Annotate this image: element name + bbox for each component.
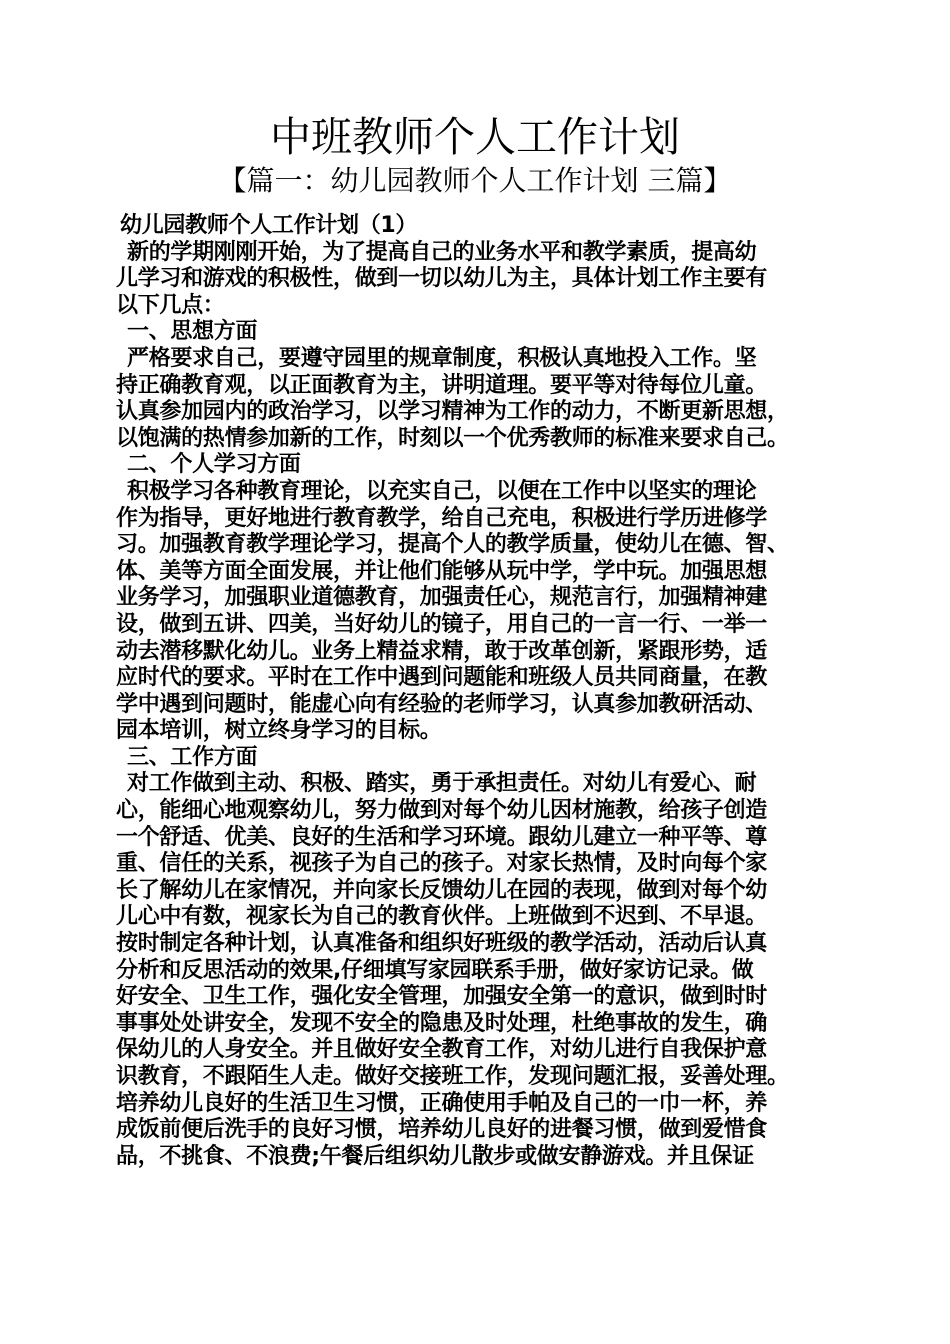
text-line: 习。加强教育教学理论学习，提高个人的教学质量，使幼儿在德、智、 [116, 532, 789, 558]
text-line: 按时制定各种计划，认真准备和组织好班级的教学活动，活动后认真 [116, 931, 768, 957]
text-line: 长了解幼儿在家情况，并向家长反馈幼儿在园的表现，做到对每个幼 [116, 877, 768, 903]
text-line: 心，能细心地观察幼儿，努力做到对每个幼儿因材施教，给孩子创造 [116, 798, 768, 824]
text-line: 以饱满的热情参加新的工作，时刻以一个优秀教师的标准来要求自己。 [116, 425, 789, 451]
text-line: 分析和反思活动的效果,仔细填写家园联系手册，做好家访记录。做 [116, 957, 754, 983]
text-line: 对工作做到主动、积极、踏实，勇于承担责任。对幼儿有爱心、耐 [127, 771, 757, 797]
text-line: 园本培训，树立终身学习的目标。 [116, 718, 442, 744]
text-line: 以下几点： [116, 292, 225, 318]
text-line: 好安全、卫生工作，强化安全管理，加强安全第一的意识，做到时时 [116, 984, 768, 1010]
text-line: 重、信任的关系，视孩子为自己的孩子。对家长热情，及时向每个家 [116, 851, 768, 877]
section-heading: 三、工作方面 [127, 744, 258, 770]
text-line: 一个舒适、优美、良好的生活和学习环境。跟幼儿建立一种平等、尊 [116, 824, 768, 850]
text-line: 严格要求自己，要遵守园里的规章制度，积极认真地投入工作。坚 [127, 345, 757, 371]
document-body [116, 213, 844, 1170]
section-heading: 一、思想方面 [127, 319, 258, 345]
text-line: 持正确教育观，以正面教育为主，讲明道理。要平等对待每位儿童。 [116, 372, 768, 398]
text-line: 积极学习各种教育理论，以充实自己，以便在工作中以坚实的理论 [127, 478, 757, 504]
section-title: 幼儿园教师个人工作计划（1） [120, 213, 418, 238]
text-line: 新的学期刚刚开始，为了提高自己的业务水平和教学素质，提高幼 [127, 239, 757, 265]
text-line: 设，做到五讲、四美，当好幼儿的镜子，用自己的一言一行、一举一 [116, 611, 768, 637]
text-line: 培养幼儿良好的生活卫生习惯，正确使用手帕及自己的一巾一杯，养 [116, 1090, 768, 1116]
text-line: 作为指导，更好地进行教育教学，给自己充电，积极进行学历进修学 [116, 505, 768, 531]
text-line: 体、美等方面全面发展，并让他们能够从玩中学，学中玩。加强思想 [116, 558, 768, 584]
document-subtitle: 【篇一：幼儿园教师个人工作计划 三篇】 [218, 164, 732, 197]
text-line: 业务学习，加强职业道德教育，加强责任心，规范言行，加强精神建 [116, 585, 768, 611]
text-line: 事事处处讲安全，发现不安全的隐患及时处理，杜绝事故的发生，确 [116, 1010, 768, 1036]
section-heading: 二、个人学习方面 [127, 452, 301, 478]
text-line: 学中遇到问题时，能虚心向有经验的老师学习，认真参加教研活动、 [116, 691, 768, 717]
text-line: 儿学习和游戏的积极性，做到一切以幼儿为主，具体计划工作主要有 [116, 266, 768, 292]
text-line: 认真参加园内的政治学习，以学习精神为工作的动力，不断更新思想， [116, 399, 789, 425]
text-line: 识教育，不跟陌生人走。做好交接班工作，发现问题汇报，妥善处理。 [116, 1064, 789, 1089]
text-line: 动去潜移默化幼儿。业务上精益求精，敢于改革创新，紧跟形势，适 [116, 638, 768, 664]
text-line: 成饭前便后洗手的良好习惯，培养幼儿良好的进餐习惯，做到爱惜食 [116, 1117, 768, 1143]
text-line: 保幼儿的人身安全。并且做好安全教育工作，对幼儿进行自我保护意 [116, 1037, 768, 1063]
text-line: 应时代的要求。平时在工作中遇到问题能和班级人员共同商量，在教 [116, 665, 768, 691]
text-line: 儿心中有数，视家长为自己的教育伙伴。上班做到不迟到、不早退。 [116, 904, 768, 930]
document-title: 中班教师个人工作计划 [270, 113, 680, 161]
text-line: 品，不挑食、不浪费;午餐后组织幼儿散步或做安静游戏。并且保证 [116, 1143, 754, 1169]
